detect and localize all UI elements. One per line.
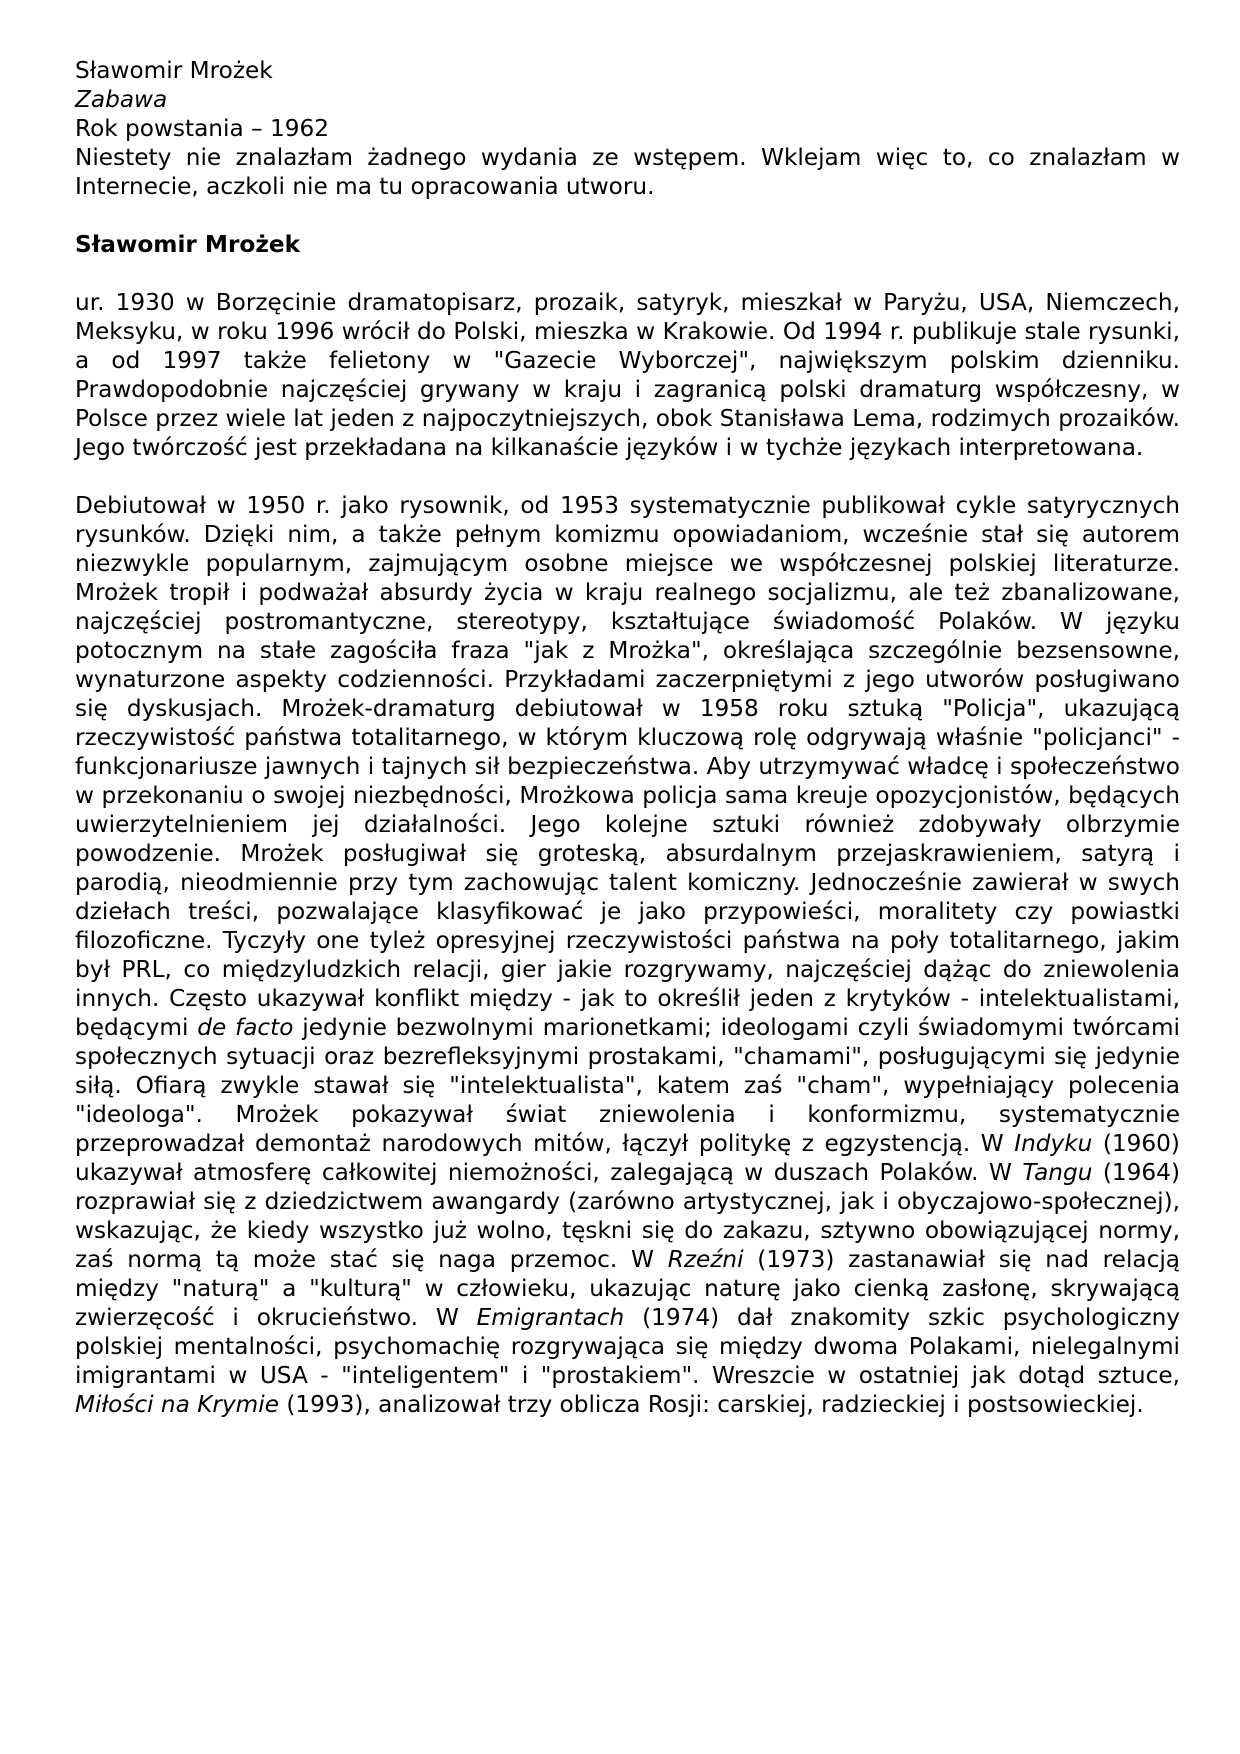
text-run: (1993), analizował trzy oblicza Rosji: carskiej, radzieckiej i postsowieckiej.: [278, 1391, 1144, 1418]
intro-note: Niestety nie znalazłam żadnego wydania ze wstępem. Wklejam więc to, co znalazłam w Internecie, aczkoli nie ma tu opracowania utworu.: [75, 144, 1180, 200]
italic-work-title: Tangu: [1022, 1159, 1093, 1186]
bio-paragraph-2: [75, 491, 1180, 1419]
italic-work-title: Miłości na Krymie: [75, 1391, 279, 1418]
document-page: [75, 56, 1180, 1448]
text-run: jedynie bezwolnymi marionetkami; ideologami czyli świadomymi twórcami społecznych sytuacji oraz bezrefleksyjnymi prostakami, "chamami", posługującymi się jedynie siłą. Ofiarą zwykle stawał się "intelektualista", katem zaś "cham", wypełniający polecenia "ideologa". Mrożek pokazywał świat zniewolenia i konformizmu, systematycznie przeprowadzał demontaż narodowych mitów, łączył politykę z egzystencją. W: [75, 1014, 1180, 1157]
text-run: Debiutował w 1950 r. jako rysownik, od 1953 systematycznie publikował cykle satyrycznych rysunków. Dzięki nim, a także pełnym komizmu opowiadaniom, wcześnie stał się autorem niezwykle popularnym, zajmującym osobne miejsce we współczesnej polskiej literaturze. Mrożek tropił i podważał absurdy życia w kraju realnego socjalizmu, ale też zbanalizowane, najczęściej postromantyczne, stereotypy, kształtujące świadomość Polaków. W języku potocznym na stałe zagościła fraza "jak z Mrożka", określająca szczególnie bezsensowne, wynaturzone aspekty codzienności. Przykładami zaczerpniętymi z jego utworów posługiwano się dyskusjach. Mrożek-dramaturg debiutował w 1958 roku sztuką "Policja", ukazującą rzeczywistość państwa totalitarnego, w którym kluczową rolę odgrywają właśnie "policjanci" - funkcjonariusze jawnych i tajnych sił bezpieczeństwa. Aby utrzymywać władcę i społeczeństwo w przekonaniu o swojej niezbędności, Mrożkowa policja sama kreuje opozycjonistów, będących uwierzytelnieniem jej działalności. Jego kolejne sztuki również zdobywały olbrzymie powodzenie. Mrożek posługiwał się groteską, absurdalnym przejaskrawieniem, satyrą i parodią, nieodmiennie przy tym zachowując talent komiczny. Jednocześnie zawierał w swych dziełach treści, pozwalające klasyfikować je jako przypowieści, moralitety czy powiastki filozoficzne. Tyczyły one tyleż opresyjnej rzeczywistości państwa na poły totalitarnego, jakim był PRL, co międzyludzkich relacji, gier jakie rozgrywamy, najczęściej dążąc do zniewolenia innych. Często ukazywał konflikt między - jak to określił jeden z krytyków - intelektualistami, będącymi: [75, 492, 1180, 1041]
section-title: Sławomir Mrożek: [75, 231, 301, 258]
italic-work-title: Emigrantach: [476, 1304, 625, 1331]
text-run: (1964) rozprawiał się z dziedzictwem awangardy (zarówno artystycznej, jak i obyczajowo-społecznej), wskazując, że kiedy wszystko już wolno, tęskni się do zakazu, sztywno obowiązującej normy, zaś normą tą może stać się naga przemoc. W: [75, 1159, 1180, 1273]
text-run: (1960) ukazywał atmosferę całkowitej niemożności, zalegającą w duszach Polaków. W: [75, 1130, 1180, 1186]
italic-work-title: Indyku: [1014, 1130, 1093, 1157]
text-run: (1973) zastanawiał się nad relacją między "naturą" a "kulturą" w człowieku, ukazując naturę jako cienką zasłonę, skrywającą zwierzęcość i okrucieństwo. W: [75, 1246, 1180, 1331]
author-name: Sławomir Mrożek: [75, 57, 273, 84]
work-title: Zabawa: [75, 86, 168, 113]
bio-paragraph-1: ur. 1930 w Borzęcinie dramatopisarz, prozaik, satyryk, mieszkał w Paryżu, USA, Niemczech, Meksyku, w roku 1996 wrócił do Polski, mieszka w Krakowie. Od 1994 r. publikuje stale rysunki, a od 1997 także felietony w "Gazecie Wyborczej", największym polskim dzienniku. Prawdopodobnie najczęściej grywany w kraju i zagranicą polski dramaturg współczesny, w Polsce przez wiele lat jeden z najpoczytniejszych, obok Stanisława Lema, rodzimych prozaików. Jego twórczość jest przekładana na kilkanaście języków i w tychże językach interpretowana.: [75, 289, 1180, 461]
italic-work-title: Rzeźni: [667, 1246, 744, 1273]
text-run: (1974) dał znakomity szkic psychologiczny polskiej mentalności, psychomachię rozgrywająca się między dwoma Polakami, nielegalnymi imigrantami w USA - "inteligentem" i "prostakiem". Wreszcie w ostatniej jak dotąd sztuce,: [75, 1304, 1180, 1389]
italic-term: de facto: [197, 1014, 294, 1041]
year-line: Rok powstania – 1962: [75, 115, 329, 142]
